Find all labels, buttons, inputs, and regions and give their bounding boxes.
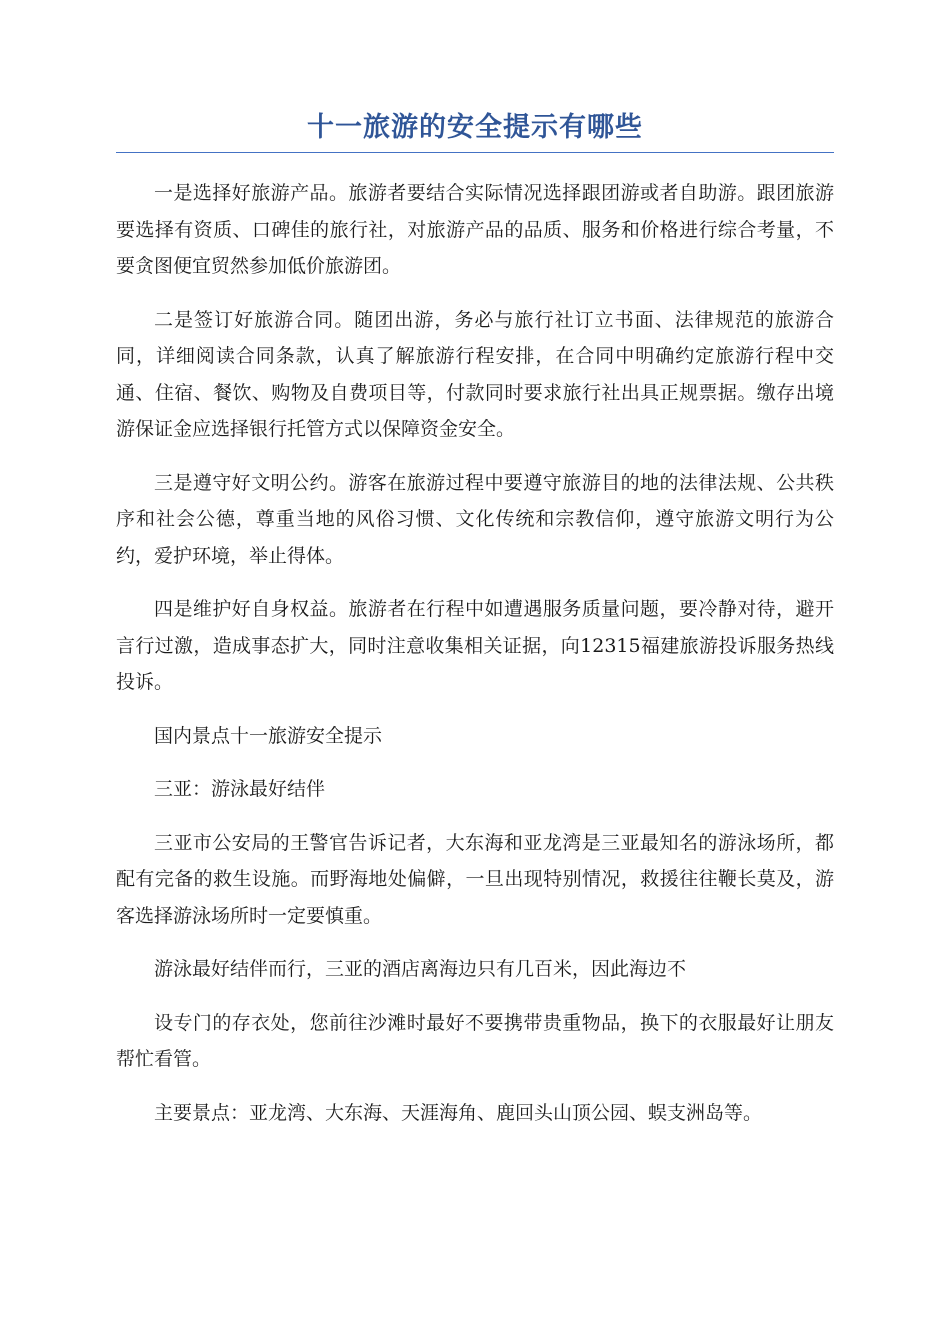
paragraph-protect-rights: 四是维护好自身权益。旅游者在行程中如遭遇服务质量问题，要冷静对待，避开言行过激，造成事态扩大，同时注意收集相关证据，向12315福建旅游投诉服务热线投诉。	[116, 598, 834, 693]
subheading-sanya: 三亚：游泳最好结伴	[154, 778, 326, 800]
paragraph-storage: 设专门的存衣处，您前往沙滩时最好不要携带贵重物品，换下的衣服最好让朋友帮忙看管。	[116, 1011, 834, 1070]
paragraph-tourism-product: 一是选择好旅游产品。旅游者要结合实际情况选择跟团游或者自助游。跟团旅游要选择有资质、口碑佳的旅行社，对旅游产品的品质、服务和价格进行综合考量，不要贪图便宜贸然参加低价旅游团。	[116, 182, 834, 277]
paragraph-swim-together: 游泳最好结伴而行，三亚的酒店离海边只有几百米，因此海边不	[154, 958, 687, 980]
paragraph-sanya-police: 三亚市公安局的王警官告诉记者，大东海和亚龙湾是三亚最知名的游泳场所，都配有完备的救生设施。而野海地处偏僻，一旦出现特别情况，救援往往鞭长莫及，游客选择游泳场所时一定要慎重。	[116, 831, 834, 927]
paragraph-tourism-contract: 二是签订好旅游合同。随团出游，务必与旅行社订立书面、法律规范的旅游合同，详细阅读合同条款，认真了解旅游行程安排，在合同中明确约定旅游行程中交通、住宿、餐饮、购物及自费项目等，付款同时要求旅行社出具正规票据。缴存出境游保证金应选择银行托管方式以保障资金安全。	[116, 308, 834, 440]
title-underline	[116, 152, 834, 153]
section-heading-domestic: 国内景点十一旅游安全提示	[154, 724, 383, 747]
paragraph-main-attractions: 主要景点：亚龙湾、大东海、天涯海角、鹿回头山顶公园、蜈支洲岛等。	[154, 1101, 763, 1124]
document-title: 十一旅游的安全提示有哪些	[307, 112, 643, 143]
document-page	[116, 108, 834, 1148]
paragraph-civility-convention: 三是遵守好文明公约。游客在旅游过程中要遵守旅游目的地的法律法规、公共秩序和社会公德，尊重当地的风俗习惯、文化传统和宗教信仰，遵守旅游文明行为公约，爱护环境，举止得体。	[116, 471, 834, 567]
